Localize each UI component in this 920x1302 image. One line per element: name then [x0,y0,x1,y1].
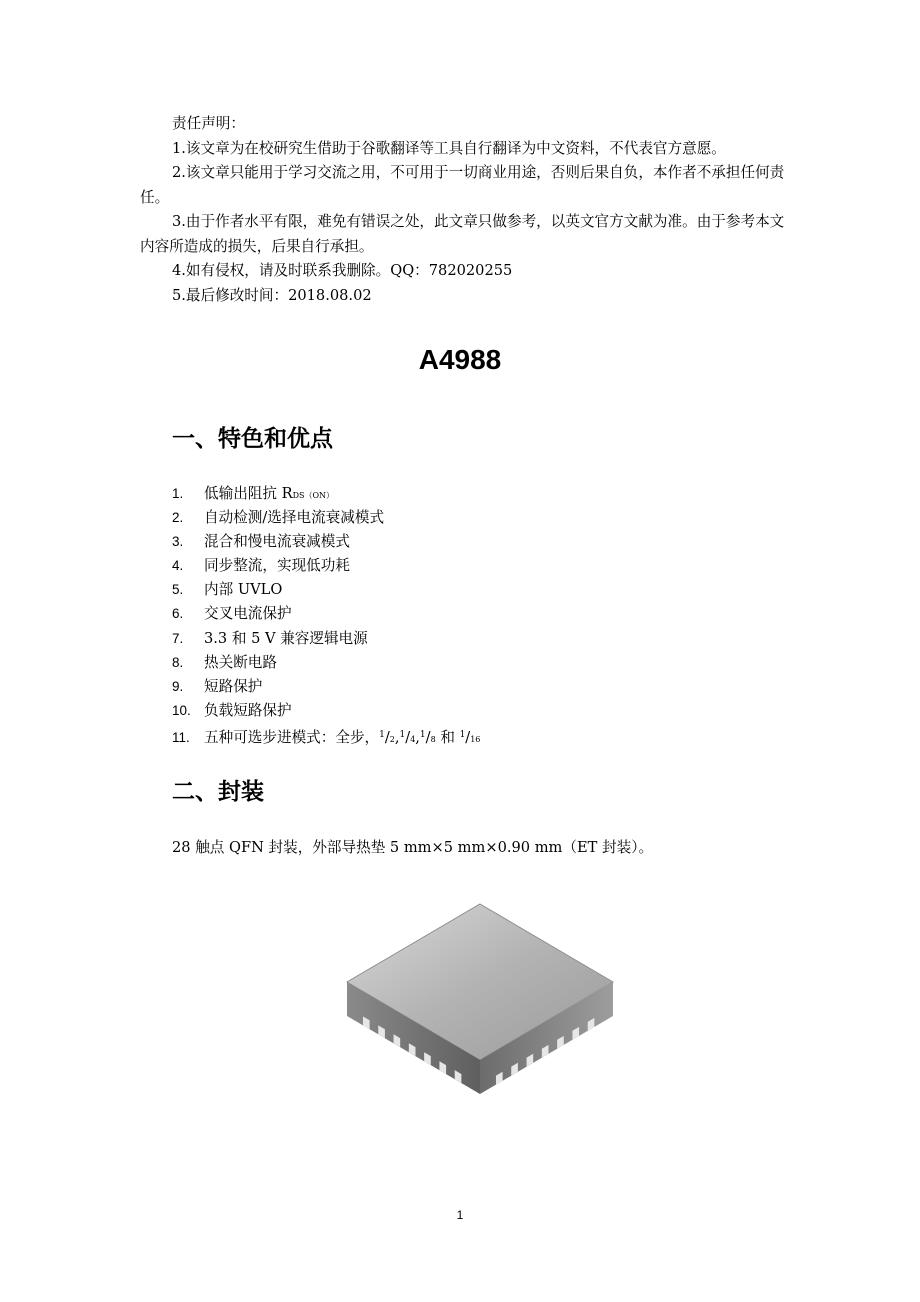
disclaimer-item: 3.由于作者水平有限，难免有错误之处，此文章只做参考，以英文官方文献为准。由于参考本文内容所造成的损失，后果自行承担。 [140,213,785,255]
list-number: 6. [172,606,184,622]
disclaimer-item: 5.最后修改时间：2018.08.02 [172,286,372,304]
list-number: 10. [172,702,191,718]
list-number: 11. [172,729,190,745]
disclaimer-item: 4.如有侵权，请及时联系我删除。QQ：782020255 [172,262,513,279]
list-item [172,554,772,578]
list-number: 7. [172,630,184,646]
list-text: 混合和慢电流衰减模式 [204,533,350,551]
feature-list [172,482,772,747]
fraction-denominator: 16 [470,734,481,744]
fraction-numerator: 1 [399,729,406,740]
subscript-text: DS（ON） [292,491,335,500]
fraction-numerator: 1 [379,729,385,740]
disclaimer [140,112,785,308]
list-number: 4. [172,558,184,574]
list-text: 短路保护 [204,677,263,695]
fraction-numerator: 1 [459,729,466,740]
list-number: 3. [172,534,184,550]
section-heading-features: 一、特色和优点 [172,426,333,452]
list-text: 交叉电流保护 [204,605,292,623]
qfn-chip-image [330,890,630,1100]
package-description: 28 触点 QFN 封装，外部导热垫 5 mm×5 mm×0.90 mm（ET 封装）。 [172,839,654,856]
document-title: A4988 [418,344,502,375]
fraction-denominator: 4 [410,734,416,744]
list-number: 8. [172,654,184,670]
list-number: 1. [172,486,184,501]
list-item [172,651,772,675]
list-item [172,578,772,602]
step-fractions: $^1$/2,$^1$/4,$^1$/8 和 $^1$/16 [379,728,481,746]
list-number: 9. [172,678,184,694]
fraction-joiner: 和 [440,728,455,746]
disclaimer-heading: 责任声明： [172,115,245,132]
fraction-denominator: 8 [430,734,436,744]
list-item [172,723,772,747]
list-item [172,506,772,530]
list-number: 5. [172,582,184,598]
list-text: 3.3 和 5 V 兼容逻辑电源 [204,629,368,647]
page-number: 1 [456,1208,464,1222]
fraction-numerator: 1 [419,729,426,740]
list-text: 同步整流，实现低功耗 [204,557,350,575]
disclaimer-item: 1.该文章为在校研究生借助于谷歌翻译等工具自行翻译为中文资料，不代表官方意愿。 [172,139,726,157]
list-text: 热关断电路 [204,653,277,671]
list-item [172,675,772,699]
list-item [172,699,772,723]
list-item [172,530,772,554]
list-text: 五种可选步进模式：全步， [204,728,380,746]
disclaimer-item: 2.该文章只能用于学习交流之用，不可用于一切商业用途，否则后果自负，本作者不承担任何责任。 [140,164,785,206]
list-text: 自动检测/选择电流衰减模式 [204,509,385,527]
list-item [172,627,772,651]
section-heading-package: 二、封装 [172,779,264,805]
fraction-denominator: 2 [389,734,395,744]
list-text: 内部 UVLO [204,581,283,599]
list-text: 负载短路保护 [204,701,292,719]
list-text: 低输出阻抗 R [204,485,293,502]
list-number: 2. [172,510,184,526]
list-item [172,602,772,626]
list-item [172,482,772,506]
